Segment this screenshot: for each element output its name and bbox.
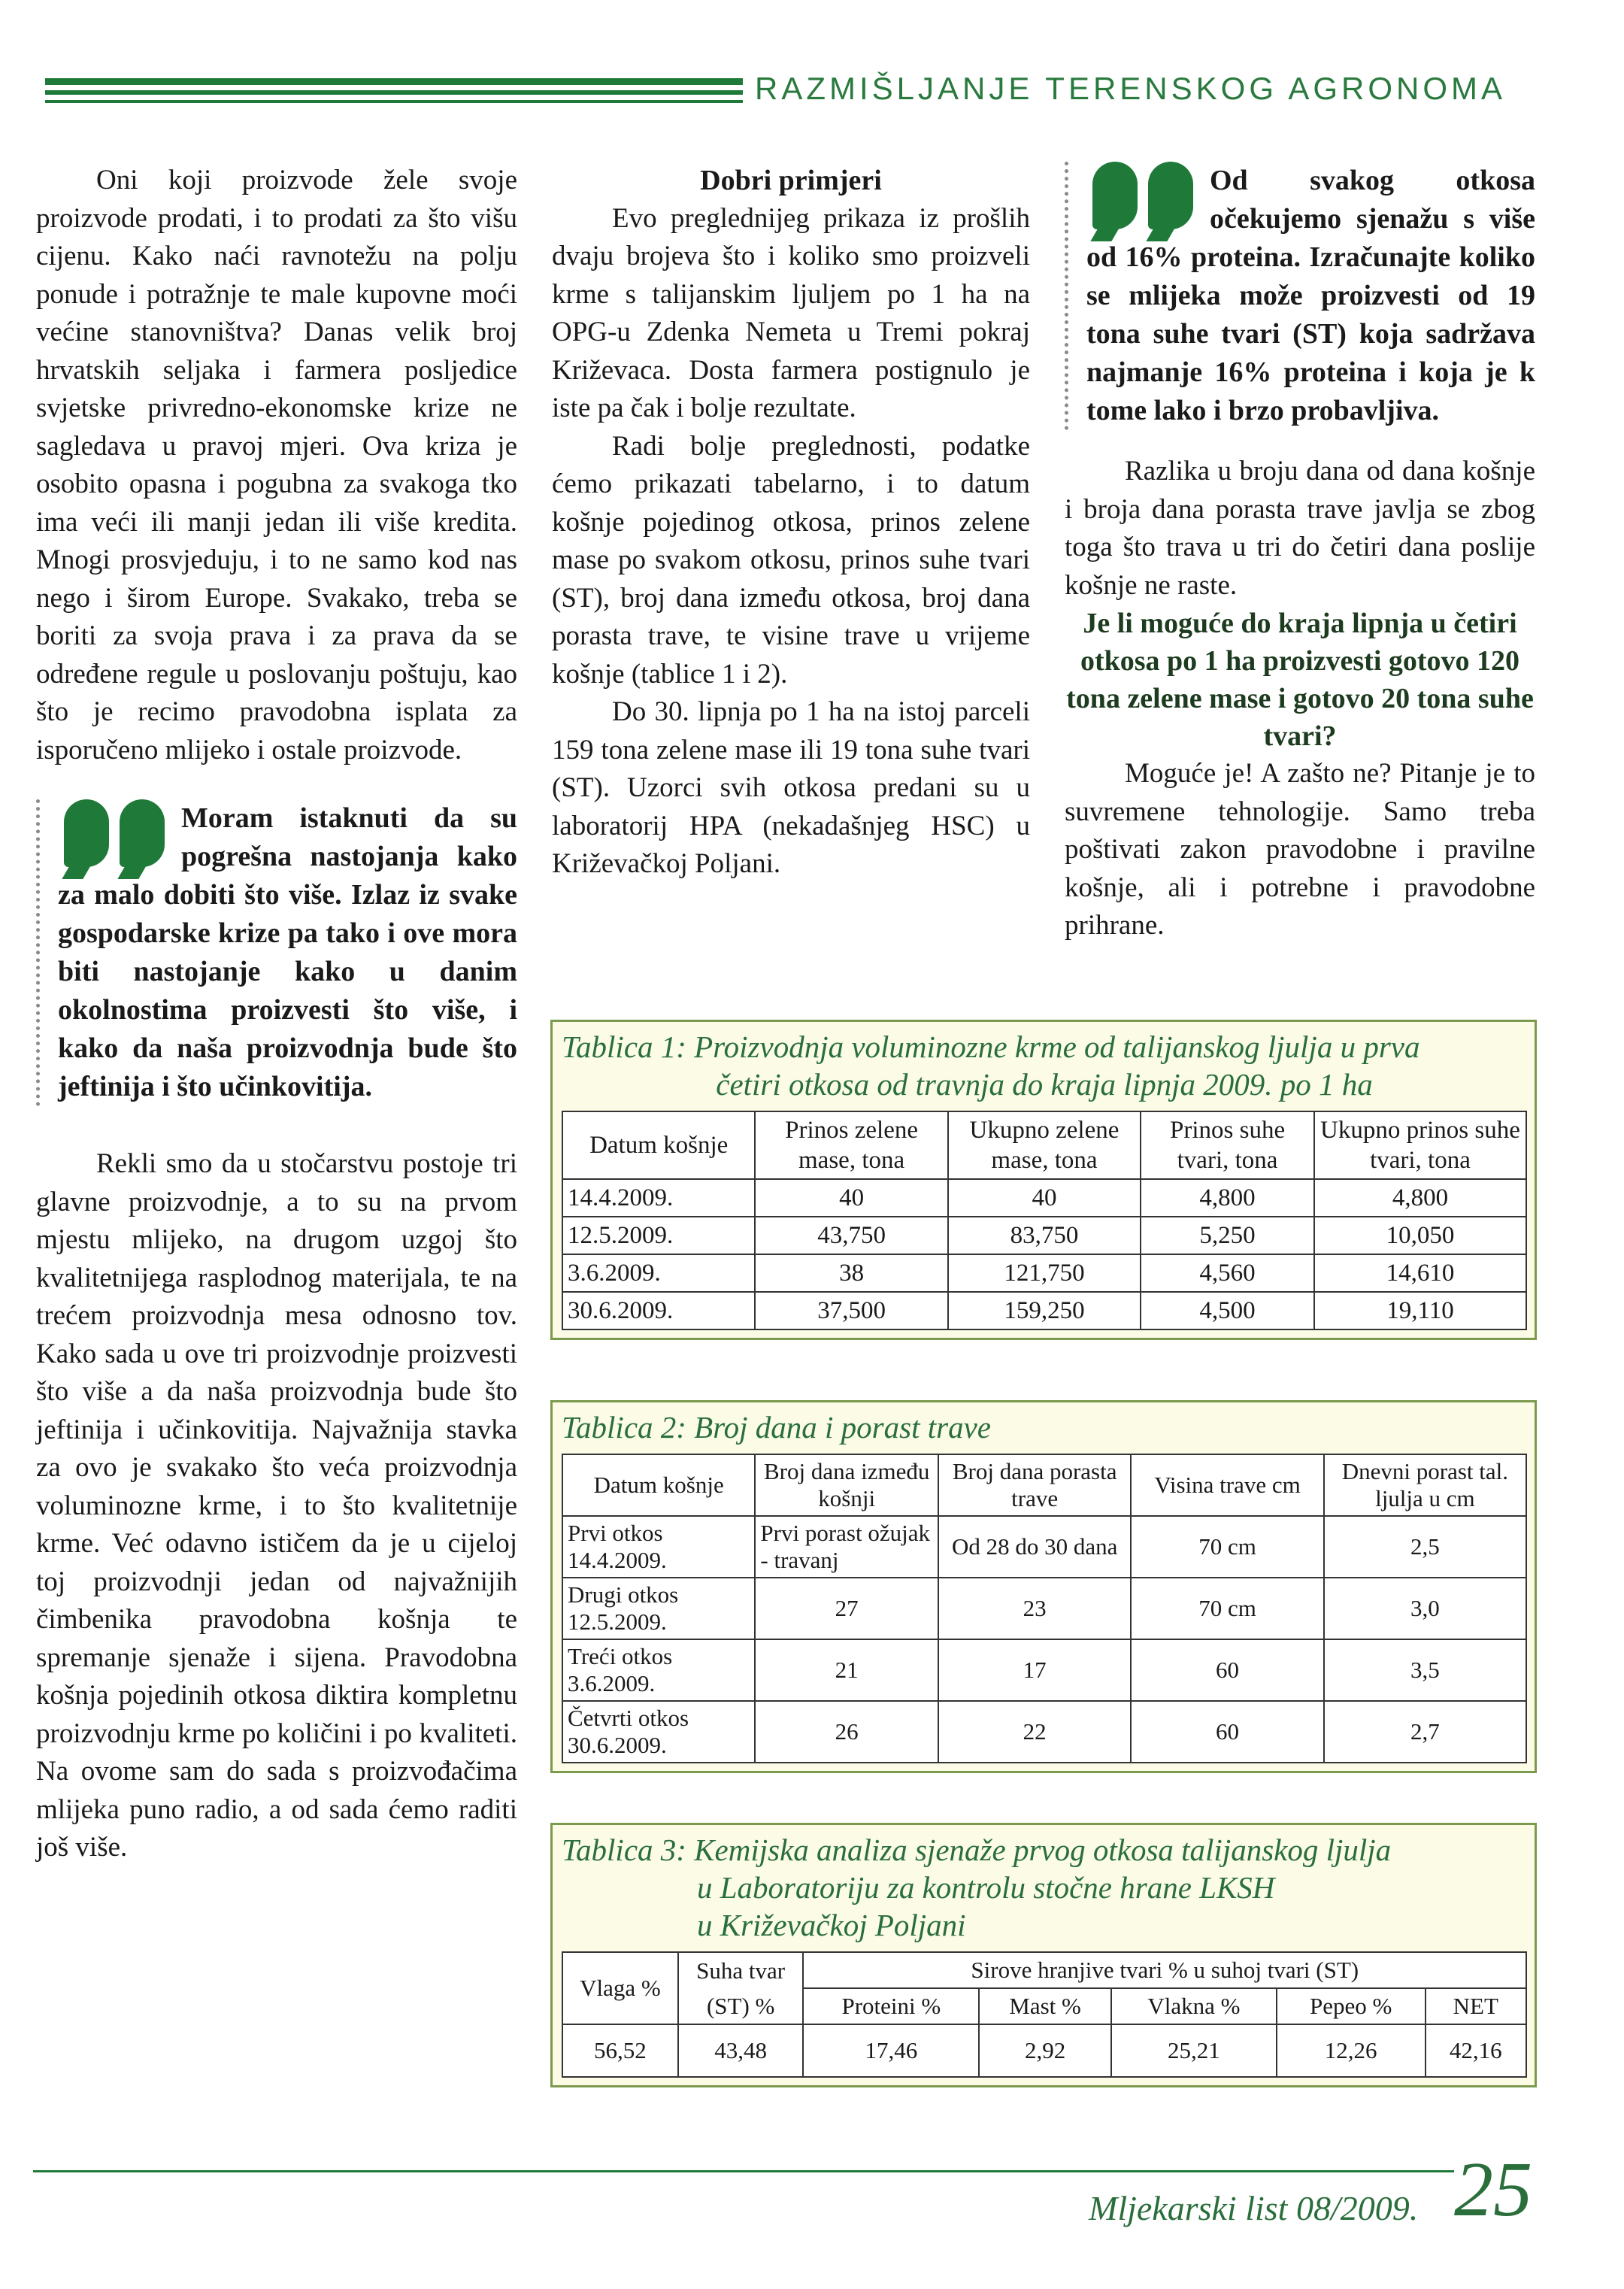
table-cell: 159,250	[948, 1292, 1141, 1329]
table-2-caption: Tablica 2: Broj dana i porast trave	[562, 1410, 991, 1445]
header-cell: Dnevni porast tal. ljulja u cm	[1324, 1454, 1526, 1516]
table-cell: 22	[938, 1701, 1131, 1763]
section-title: RAZMIŠLJANJE TERENSKOG AGRONOMA	[755, 71, 1507, 106]
table-3-box	[550, 1823, 1537, 2087]
table-row	[562, 1639, 1526, 1701]
table-cell: 25,21	[1111, 2024, 1277, 2077]
footer-rule	[33, 2170, 1454, 2172]
header-cell: Vlakna %	[1111, 1988, 1277, 2024]
table-cell: 3,5	[1324, 1639, 1526, 1701]
quote-mark-icon	[58, 799, 171, 873]
table-cell: 26	[755, 1701, 938, 1763]
table-cell: 2,92	[979, 2024, 1111, 2077]
header-cell: Datum košnje	[562, 1454, 755, 1516]
header-cell: Proteini %	[803, 1988, 979, 2024]
table-cell: 70 cm	[1131, 1578, 1323, 1639]
table-cell: 10,050	[1314, 1217, 1526, 1254]
header-cell: Broj dana porasta trave	[938, 1454, 1131, 1516]
header-cell: Datum košnje	[562, 1111, 755, 1179]
header-cell: Prinos zelene mase, tona	[755, 1111, 947, 1179]
table-cell: 19,110	[1314, 1292, 1526, 1329]
table-3-caption	[562, 1831, 1527, 1944]
table-header-row	[562, 1111, 1526, 1179]
caption-line: Tablica 1: Proizvodnja voluminozne krme od talijanskog ljulja u prva	[562, 1029, 1420, 1064]
table-cell: 17	[938, 1639, 1131, 1701]
header-cell: Ukupno prinos suhe tvari, tona	[1314, 1111, 1526, 1179]
table-1-box	[550, 1020, 1537, 1340]
paragraph: Evo preglednijeg prikaza iz prošlih dvaju brojeva što i koliko smo proizveli krme s talijanskim ljuljem po 1 ha na OPG-u Zdenka Nemeta u Tremi pokraj Križevaca. Dosta farmera postignulo je iste pa čak i bolje rezultate.	[552, 202, 1030, 423]
table-row	[562, 1701, 1526, 1763]
table-cell: 60	[1131, 1701, 1323, 1763]
table-2	[562, 1454, 1527, 1763]
pull-quote-text: Od svakog otkosa očekujemo sjenažu s više od 16% proteina. Izračunajte koliko se mlijeka može proizvesti od 19 tona suhe tvari (ST) koja sadržava najmanje 16% proteina i koja je k tome lako i brzo probavljiva.	[1086, 165, 1535, 426]
table-cell: 40	[755, 1179, 947, 1217]
table-cell: 60	[1131, 1639, 1323, 1701]
highlight-question: Je li moguće do kraja lipnja u četiri otkosa po 1 ha proizvesti gotovo 120 tona zelene mase i gotovo 20 tona suhe tvari?	[1066, 608, 1534, 752]
table-row	[562, 2024, 1526, 2077]
pull-quote	[36, 799, 517, 1106]
table-cell: 3,0	[1324, 1578, 1526, 1639]
table-cell: 121,750	[948, 1254, 1141, 1292]
table-cell: 70 cm	[1131, 1516, 1323, 1578]
table-cell: 43,48	[678, 2024, 804, 2077]
table-row	[562, 1179, 1526, 1217]
table-cell: 37,500	[755, 1292, 947, 1329]
table-cell: 4,500	[1141, 1292, 1314, 1329]
header-cell: Visina trave cm	[1131, 1454, 1323, 1516]
table-cell: 27	[755, 1578, 938, 1639]
table-cell: 21	[755, 1639, 938, 1701]
table-1-caption	[562, 1028, 1527, 1103]
table-cell: Treći otkos 3.6.2009.	[562, 1639, 755, 1701]
paragraph: Radi bolje preglednosti, podatke ćemo prikazati tabelarno, i to datum košnje pojedinog otkosa, prinos zelene mase po svakom otkosu, prinos suhe tvari (ST), broj dana između otkosa, broj dana porasta trave, te visine trave u vrijeme košnje (tablice 1 i 2).	[552, 430, 1030, 690]
caption-line: Tablica 3: Kemijska analiza sjenaže prvog otkosa talijanskog ljulja	[562, 1833, 1392, 1867]
table-cell: 4,800	[1314, 1179, 1526, 1217]
table-cell: Drugi otkos 12.5.2009.	[562, 1578, 755, 1639]
table-cell: 14,610	[1314, 1254, 1526, 1292]
table-row	[562, 1292, 1526, 1329]
table-row	[562, 1217, 1526, 1254]
table-cell: Četvrti otkos 30.6.2009.	[562, 1701, 755, 1763]
table-cell: 4,560	[1141, 1254, 1314, 1292]
table-cell: 4,800	[1141, 1179, 1314, 1217]
table-row	[562, 1578, 1526, 1639]
table-cell: 3.6.2009.	[562, 1254, 755, 1292]
table-cell: 2,7	[1324, 1701, 1526, 1763]
table-cell: 14.4.2009.	[562, 1179, 755, 1217]
paragraph: Razlika u broju dana od dana košnje i broja dana porasta trave javlja se zbog toga što trava u tri do četiri dana poslije košnje ne raste.	[1065, 456, 1535, 601]
magazine-name: Mljekarski list 08/2009.	[1089, 2189, 1419, 2227]
table-cell: 5,250	[1141, 1217, 1314, 1254]
table-cell: 12,26	[1277, 2024, 1426, 2077]
table-cell: Od 28 do 30 dana	[938, 1516, 1131, 1578]
header-cell: Suha tvar	[678, 1952, 804, 1988]
table-3	[562, 1951, 1527, 2078]
quote-mark-icon	[1086, 162, 1199, 235]
table-header-row	[562, 1952, 1526, 1988]
subheading: Dobri primjeri	[700, 165, 882, 196]
table-cell: 38	[755, 1254, 947, 1292]
paragraph: Moguće je! A zašto ne? Pitanje je to suvremene tehnologije. Samo treba poštivati zakon pravodobne i pravilne košnje, ali i potrebne i pravodobne prihrane.	[1065, 758, 1535, 941]
header-cell: Vlaga %	[562, 1952, 678, 2024]
table-cell: 17,46	[803, 2024, 979, 2077]
column-1	[36, 162, 517, 1867]
header-cell: NET	[1426, 1988, 1526, 2024]
table-header-row	[562, 1988, 1526, 2024]
pull-quote-text: Moram istaknuti da su pogrešna nastojanja kako za malo dobiti što više. Izlaz iz svake gospodarske krize pa tako i ove mora biti nastojanje kako u danim okolnostima proizvesti što više, i kako da naša proizvodnja bude što jeftinija i što učinkovitija.	[58, 802, 517, 1102]
header-cell: Mast %	[979, 1988, 1111, 2024]
table-cell: 40	[948, 1179, 1141, 1217]
page-number: 25	[1454, 2146, 1532, 2233]
table-cell: 2,5	[1324, 1516, 1526, 1578]
header-cell: Prinos suhe tvari, tona	[1141, 1111, 1314, 1179]
table-cell: 12.5.2009.	[562, 1217, 755, 1254]
table-cell: 30.6.2009.	[562, 1292, 755, 1329]
table-cell: 43,750	[755, 1217, 947, 1254]
table-cell: 56,52	[562, 2024, 678, 2077]
header-cell: Ukupno zelene mase, tona	[948, 1111, 1141, 1179]
table-2-box	[550, 1400, 1537, 1773]
caption-line: u Križevačkoj Poljani	[697, 1908, 966, 1942]
table-header-row	[562, 1454, 1526, 1516]
header-group-cell: Sirove hranjive tvari % u suhoj tvari (ST)	[803, 1952, 1526, 1988]
header-cell: (ST) %	[678, 1988, 804, 2024]
table-row	[562, 1516, 1526, 1578]
paragraph: Oni koji proizvode žele svoje proizvode prodati, i to prodati za što višu cijenu. Kako naći ravnotežu na polju ponude i potražnje te male kupovne moći većine stanovništva? Danas velik broj hrvatskih seljaka i farmera posljedice svjetske privredno-ekonomske krize ne sagledava u pravoj mjeri. Ova kriza je osobito opasna i pogubna za svakoga tko ima veći ili manji jedan ili više kredita. Mnogi prosvjeduju, i to ne samo kod nas nego i širom Europe. Svakako, treba se boriti za svoja prava i za prava da se određene regule u poslovanju poštuju, kao što je recimo pravodobna isplata za isporučeno mlijeko i ostale proizvode.	[36, 165, 517, 766]
table-row	[562, 1254, 1526, 1292]
table-cell: Prvi porast ožujak - travanj	[755, 1516, 938, 1578]
table-cell: 83,750	[948, 1217, 1141, 1254]
pull-quote	[1065, 162, 1535, 430]
column-2	[552, 162, 1030, 884]
paragraph: Do 30. lipnja po 1 ha na istoj parceli 159 tona zelene mase ili 19 tona suhe tvari (ST). Uzorci svih otkosa predani su u laboratorij HPA (nekadašnjeg HSC) u Križevačkoj Poljani.	[552, 696, 1030, 879]
header-cell: Broj dana između košnji	[755, 1454, 938, 1516]
table-cell: Prvi otkos 14.4.2009.	[562, 1516, 755, 1578]
caption-line: u Laboratoriju za kontrolu stočne hrane LKSH	[697, 1870, 1275, 1905]
header-cell: Pepeo %	[1277, 1988, 1426, 2024]
table-1	[562, 1111, 1527, 1330]
table-cell: 42,16	[1426, 2024, 1526, 2077]
table-cell: 23	[938, 1578, 1131, 1639]
caption-line: četiri otkosa od travnja do kraja lipnja 2009. po 1 ha	[716, 1067, 1373, 1102]
column-3	[1065, 162, 1535, 945]
header-rule	[45, 78, 743, 108]
paragraph: Rekli smo da u stočarstvu postoje tri glavne proizvodnje, a to su na prvom mjestu mlijeko, na drugom uzgoj što kvalitetnijega rasplodnog materijala, te na trećem proizvodnja mesa odnosno tov. Kako sada u ove tri proizvodnje proizvesti što više a da naša proizvodnja bude što jeftinija i učinkovitija. Najvažnija stavka za ovo je svakako što veća proizvodnja voluminozne krme, i to što kvalitetnije krme. Već odavno ističem da je u cijeloj toj proizvodnji jedan od najvažnijih čimbenika pravodobna košnja te spremanje sjenaže i sijena. Pravodobna košnja pojedinih otkosa diktira kompletnu proizvodnju krme po količini i po kvaliteti. Na ovome sam do sada s proizvođačima mlijeka puno radio, a od sada ćemo raditi još više.	[36, 1148, 517, 1863]
